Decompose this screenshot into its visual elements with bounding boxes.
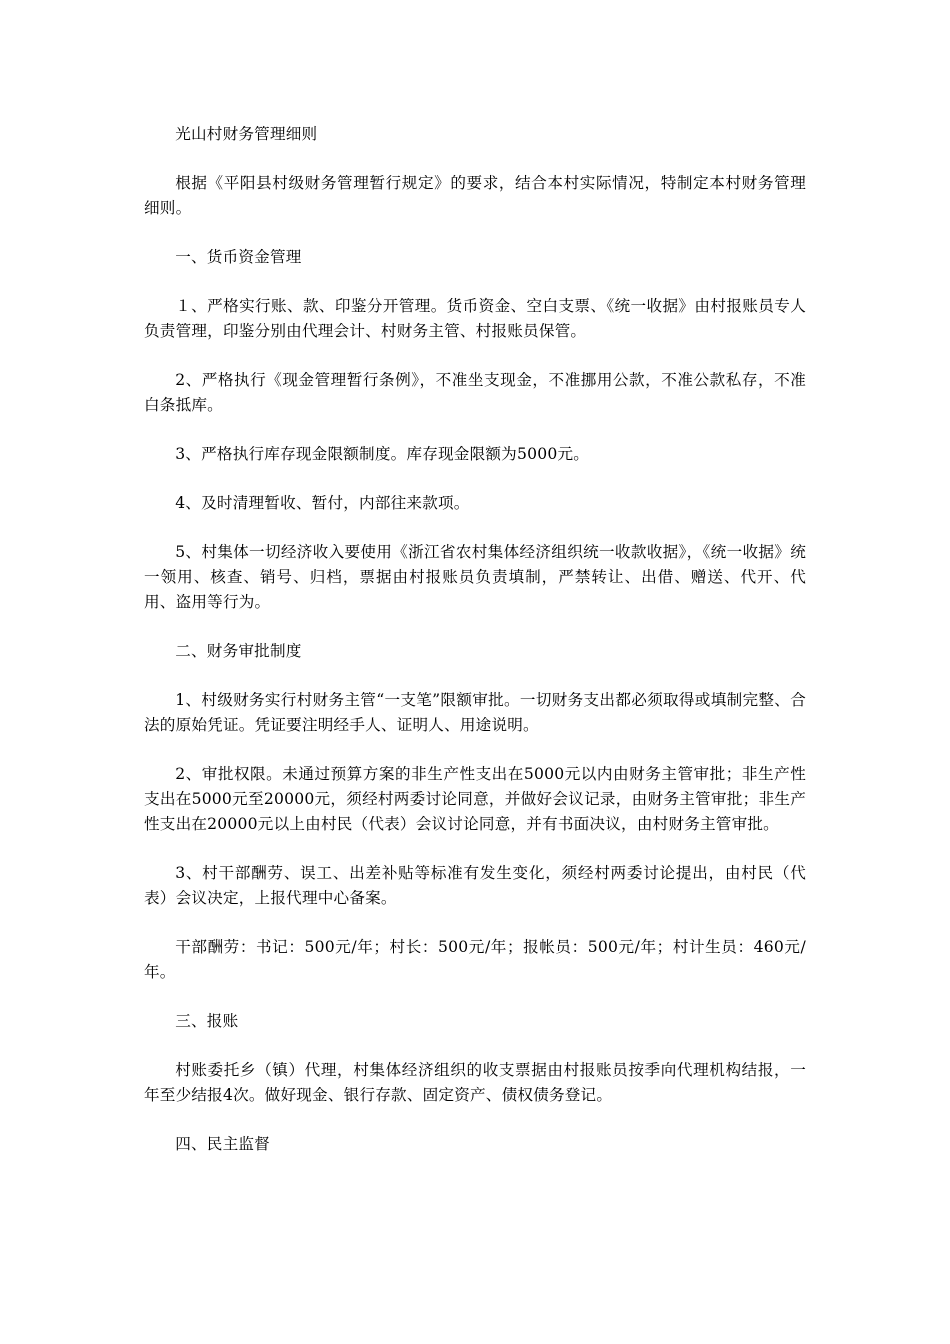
section-heading-4: 四、民主监督 [175, 1135, 270, 1153]
paragraph-1-3: 3、严格执行库存现金限额制度。库存现金限额为5000元。 [175, 445, 590, 463]
paragraph-2-remuneration: 干部酬劳：书记：500元/年；村长：500元/年；报帐员：500元/年；村计生员：460元/年。 [144, 938, 806, 981]
paragraph-3-1: 村账委托乡（镇）代理，村集体经济组织的收支票据由村报账员按季向代理机构结报，一年至少结报4次。做好现金、银行存款、固定资产、债权债务登记。 [144, 1061, 806, 1104]
section-heading-3: 三、报账 [175, 1012, 239, 1030]
paragraph-2-2: 2、审批权限。未通过预算方案的非生产性支出在5000元以内由财务主管审批；非生产性支出在5000元至20000元，须经村两委讨论同意，并做好会议记录，由财务主管审批；非生产性支出在20000元以上由村民（代表）会议讨论同意，并有书面决议，由村财务主管审批。 [144, 765, 806, 833]
section-heading-1: 一、货币资金管理 [175, 248, 302, 266]
document-title: 光山村财务管理细则 [175, 125, 318, 143]
paragraph-2-1: 1、村级财务实行村财务主管“一支笔”限额审批。一切财务支出都必须取得或填制完整、合法的原始凭证。凭证要注明经手人、证明人、用途说明。 [144, 691, 806, 734]
paragraph-1-1: １、严格实行账、款、印鉴分开管理。货币资金、空白支票、《统一收据》由村报账员专人负责管理，印鉴分别由代理会计、村财务主管、村报账员保管。 [144, 297, 806, 340]
document-page [144, 122, 806, 1181]
paragraph-2-3: 3、村干部酬劳、误工、出差补贴等标准有发生变化，须经村两委讨论提出，由村民（代表）会议决定，上报代理中心备案。 [144, 864, 806, 907]
paragraph-1-2: 2、严格执行《现金管理暂行条例》，不准坐支现金，不准挪用公款，不准公款私存，不准白条抵库。 [144, 371, 806, 414]
paragraph-1-5: 5、村集体一切经济收入要使用《浙江省农村集体经济组织统一收款收据》，《统一收据》统一领用、核查、销号、归档，票据由村报账员负责填制，严禁转让、出借、赠送、代开、代用、盗用等行为。 [144, 543, 806, 611]
paragraph-1-4: 4、及时清理暂收、暂付，内部往来款项。 [175, 494, 470, 512]
paragraph-intro: 根据《平阳县村级财务管理暂行规定》的要求，结合本村实际情况，特制定本村财务管理细则。 [144, 174, 806, 217]
section-heading-2: 二、财务审批制度 [175, 642, 302, 660]
